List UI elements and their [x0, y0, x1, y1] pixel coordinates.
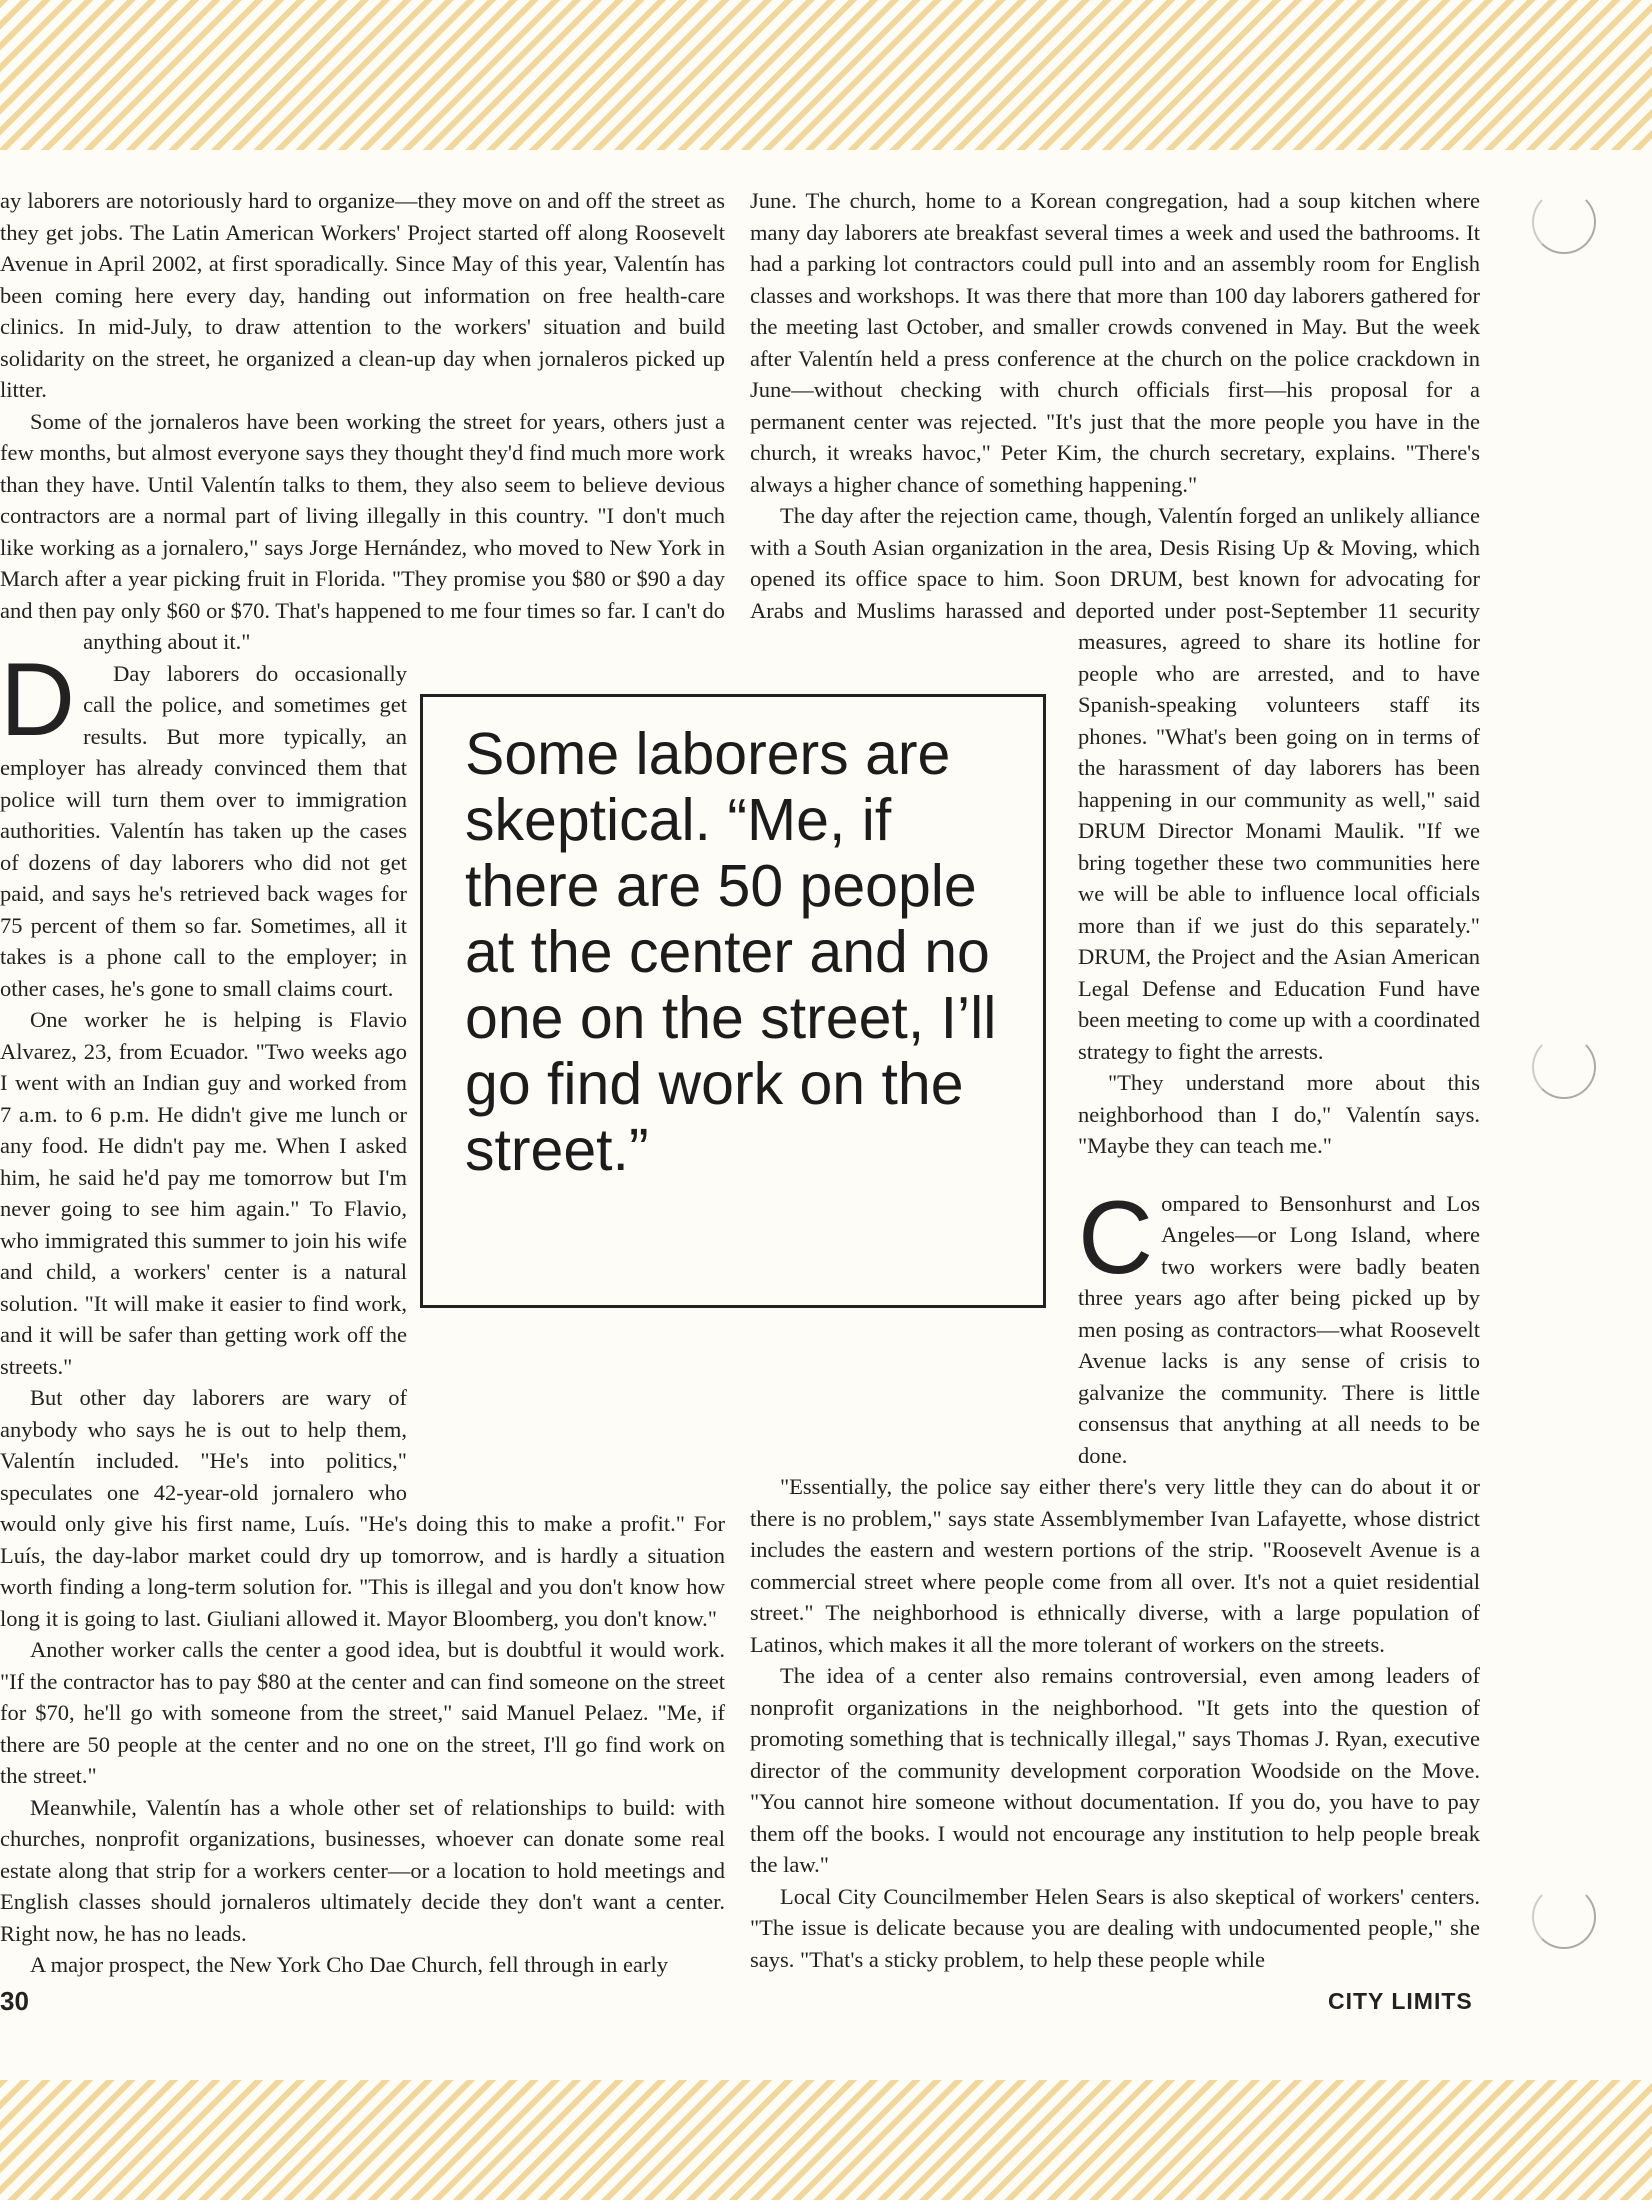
paragraph: A major prospect, the New York Cho Dae Church, fell through in early	[30, 1952, 668, 1977]
paragraph: But other day laborers are wary of anybody who says he is out to help them, Valentín included. "He's into politics," speculates one 42-year-old jornalero who would only give his first name, Luís. "He's doing this to make a profit." For Luís, the day-labor market could dry up tomorrow, and is hardly a situation worth finding a long-term solution for. "This is illegal and you don't know how long it is going to last. Giuliani allowed it. Mayor Bloomberg, you don't know."	[0, 1385, 725, 1631]
binder-hole-bottom	[1532, 1885, 1596, 1949]
paragraph: The idea of a center also remains controversial, even among leaders of nonprofit organizations in the neighborhood. "It gets into the question of promoting something that is technically illegal," says Thomas J. Ryan, executive director of the community development corporation Woodside on the Move. "You cannot hire someone without documentation. If you do, you have to pay them off the books. I would not encourage any institution to help people break the law."	[750, 1663, 1480, 1877]
pull-quote	[420, 694, 1046, 1308]
paragraph: "They understand more about this neighborhood than I do," Valentín says. "Maybe they can teach me."	[1078, 1070, 1480, 1158]
pull-quote-text: Some laborers are skeptical. “Me, if there are 50 people at the center and no one on the street, I’ll go find work on the street.”	[465, 721, 997, 1183]
page-number: 30	[0, 1986, 29, 2016]
paragraph: One worker he is helping is Flavio Alvarez, 23, from Ecuador. "Two weeks ago I went with an Indian guy and worked from 7 a.m. to 6 p.m. He didn't give me lunch or any food. He didn't pay me. When I asked him, he said he'd pay me tomorrow but I'm never going to see him again." To Flavio, who immigrated this summer to join his wife and child, a workers' center is a natural solution. "It will make it easier to find work, and it will be safer than getting work off the streets."	[0, 1007, 407, 1379]
paragraph: The day after the rejection came, though, Valentín forged an unlikely alliance with a South Asian organization in the area, Desis Rising Up & Moving, which opened its office space to him. Soon DRUM, best known for advocating for Arabs and Muslims harassed and deported under post-September 11 security measures, agreed to share its hotline for people who are arrested, and to have Spanish-speaking volunteers staff its phones. "What's been going on in terms of the harassment of day laborers has been happening in our community as well," said DRUM Director Monami Maulik. "If we bring together these two communities here we will be able to influence local officials more than if we just do this separately." DRUM, the Project and the Asian American Legal Defense and Education Fund have been meeting to come up with a coordinated strategy to fight the arrests.	[750, 503, 1480, 1064]
drop-cap-d: D	[0, 642, 76, 758]
paragraph: Day laborers do occasionally call the police, and sometimes get results. But more typically, an employer has already convinced them that police will turn them over to immigration authorities. Valentín has taken up the cases of dozens of day laborers who did not get paid, and says he's retrieved back wages for 75 percent of them so far. Sometimes, all it takes is a phone call to the employer; in other cases, he's gone to small claims court.	[0, 660, 407, 1001]
paragraph: Meanwhile, Valentín has a whole other set of relationships to build: with churches, nonprofit organizations, businesses, whoever can donate some real estate along that strip for a workers center—or a location to hold meetings and English classes should jornaleros ultimately decide they don't want a center. Right now, he has no leads.	[0, 1794, 725, 1946]
magazine-name: CITY LIMITS	[1328, 1988, 1473, 2014]
decorative-stripe-band-bottom	[0, 2080, 1652, 2200]
paragraph: Some of the jornaleros have been working the street for years, others just a few months, but almost everyone says they thought they'd find much more work than they have. Until Valentín talks to them, they also seem to believe devious contractors are a normal part of living illegally in this country. "I don't much like working as a jornalero," says Jorge Hernández, who moved to New York in March after a year picking fruit in Florida. "They promise you $80 or $90 a day and then pay only $60 or $70. That's happened to me four times so far. I can't do anything about it."	[0, 408, 725, 654]
paragraph: ay laborers are notoriously hard to organize—they move on and off the street as they get jobs. The Latin American Workers' Project started off along Roosevelt Avenue in April 2002, at first sporadically. Since May of this year, Valentín has been coming here every day, handing out information on free health-care clinics. In mid-July, to draw attention to the workers' situation and build solidarity on the street, he organized a clean-up day when jornaleros picked up litter.	[0, 188, 725, 402]
paragraph: June. The church, home to a Korean congregation, had a soup kitchen where many day laborers ate breakfast several times a week and used the bathrooms. It had a parking lot contractors could pull into and an assembly room for English classes and workshops. It was there that more than 100 day laborers gathered for the meeting last October, and smaller crowds convened in May. But the week after Valentín held a press conference at the church on the police crackdown in June—without checking with church officials first—his proposal for a permanent center was rejected. "It's just that the more people you have in the church, it wreaks havoc," Peter Kim, the church secretary, explains. "There's always a higher chance of something happening."	[750, 188, 1480, 497]
paragraph: Another worker calls the center a good idea, but is doubtful it would work. "If the contractor has to pay $80 at the center and can find someone on the street for $70, he'll go with someone from the street," said Manuel Pelaez. "Me, if there are 50 people at the center and no one on the street, I'll go find work on the street."	[0, 1637, 725, 1788]
paragraph: "Essentially, the police say either there's very little they can do about it or there is no problem," says state Assemblymember Ivan Lafayette, whose district includes the eastern and western portions of the strip. "Roosevelt Avenue is a commercial street where people come from all over. It's not a quiet residential street." The neighborhood is ethnically diverse, with a large population of Latinos, which makes it all the more tolerant of workers on the streets.	[750, 1474, 1480, 1657]
binder-hole-middle	[1532, 1035, 1596, 1099]
decorative-stripe-band-top	[0, 0, 1652, 150]
paragraph: ompared to Bensonhurst and Los Angeles—or Long Island, where two workers were badly beaten three years ago after being picked up by men posing as contractors—what Roosevelt Avenue lacks is any sense of crisis to galvanize the community. There is little consensus that anything at all needs to be done.	[1078, 1190, 1480, 1468]
drop-cap-c: C	[1078, 1179, 1154, 1296]
paragraph: Local City Councilmember Helen Sears is also skeptical of workers' centers. "The issue is delicate because you are dealing with undocumented people," she says. "That's a sticky problem, to help these people while	[750, 1883, 1480, 1972]
binder-hole-top	[1532, 190, 1596, 254]
